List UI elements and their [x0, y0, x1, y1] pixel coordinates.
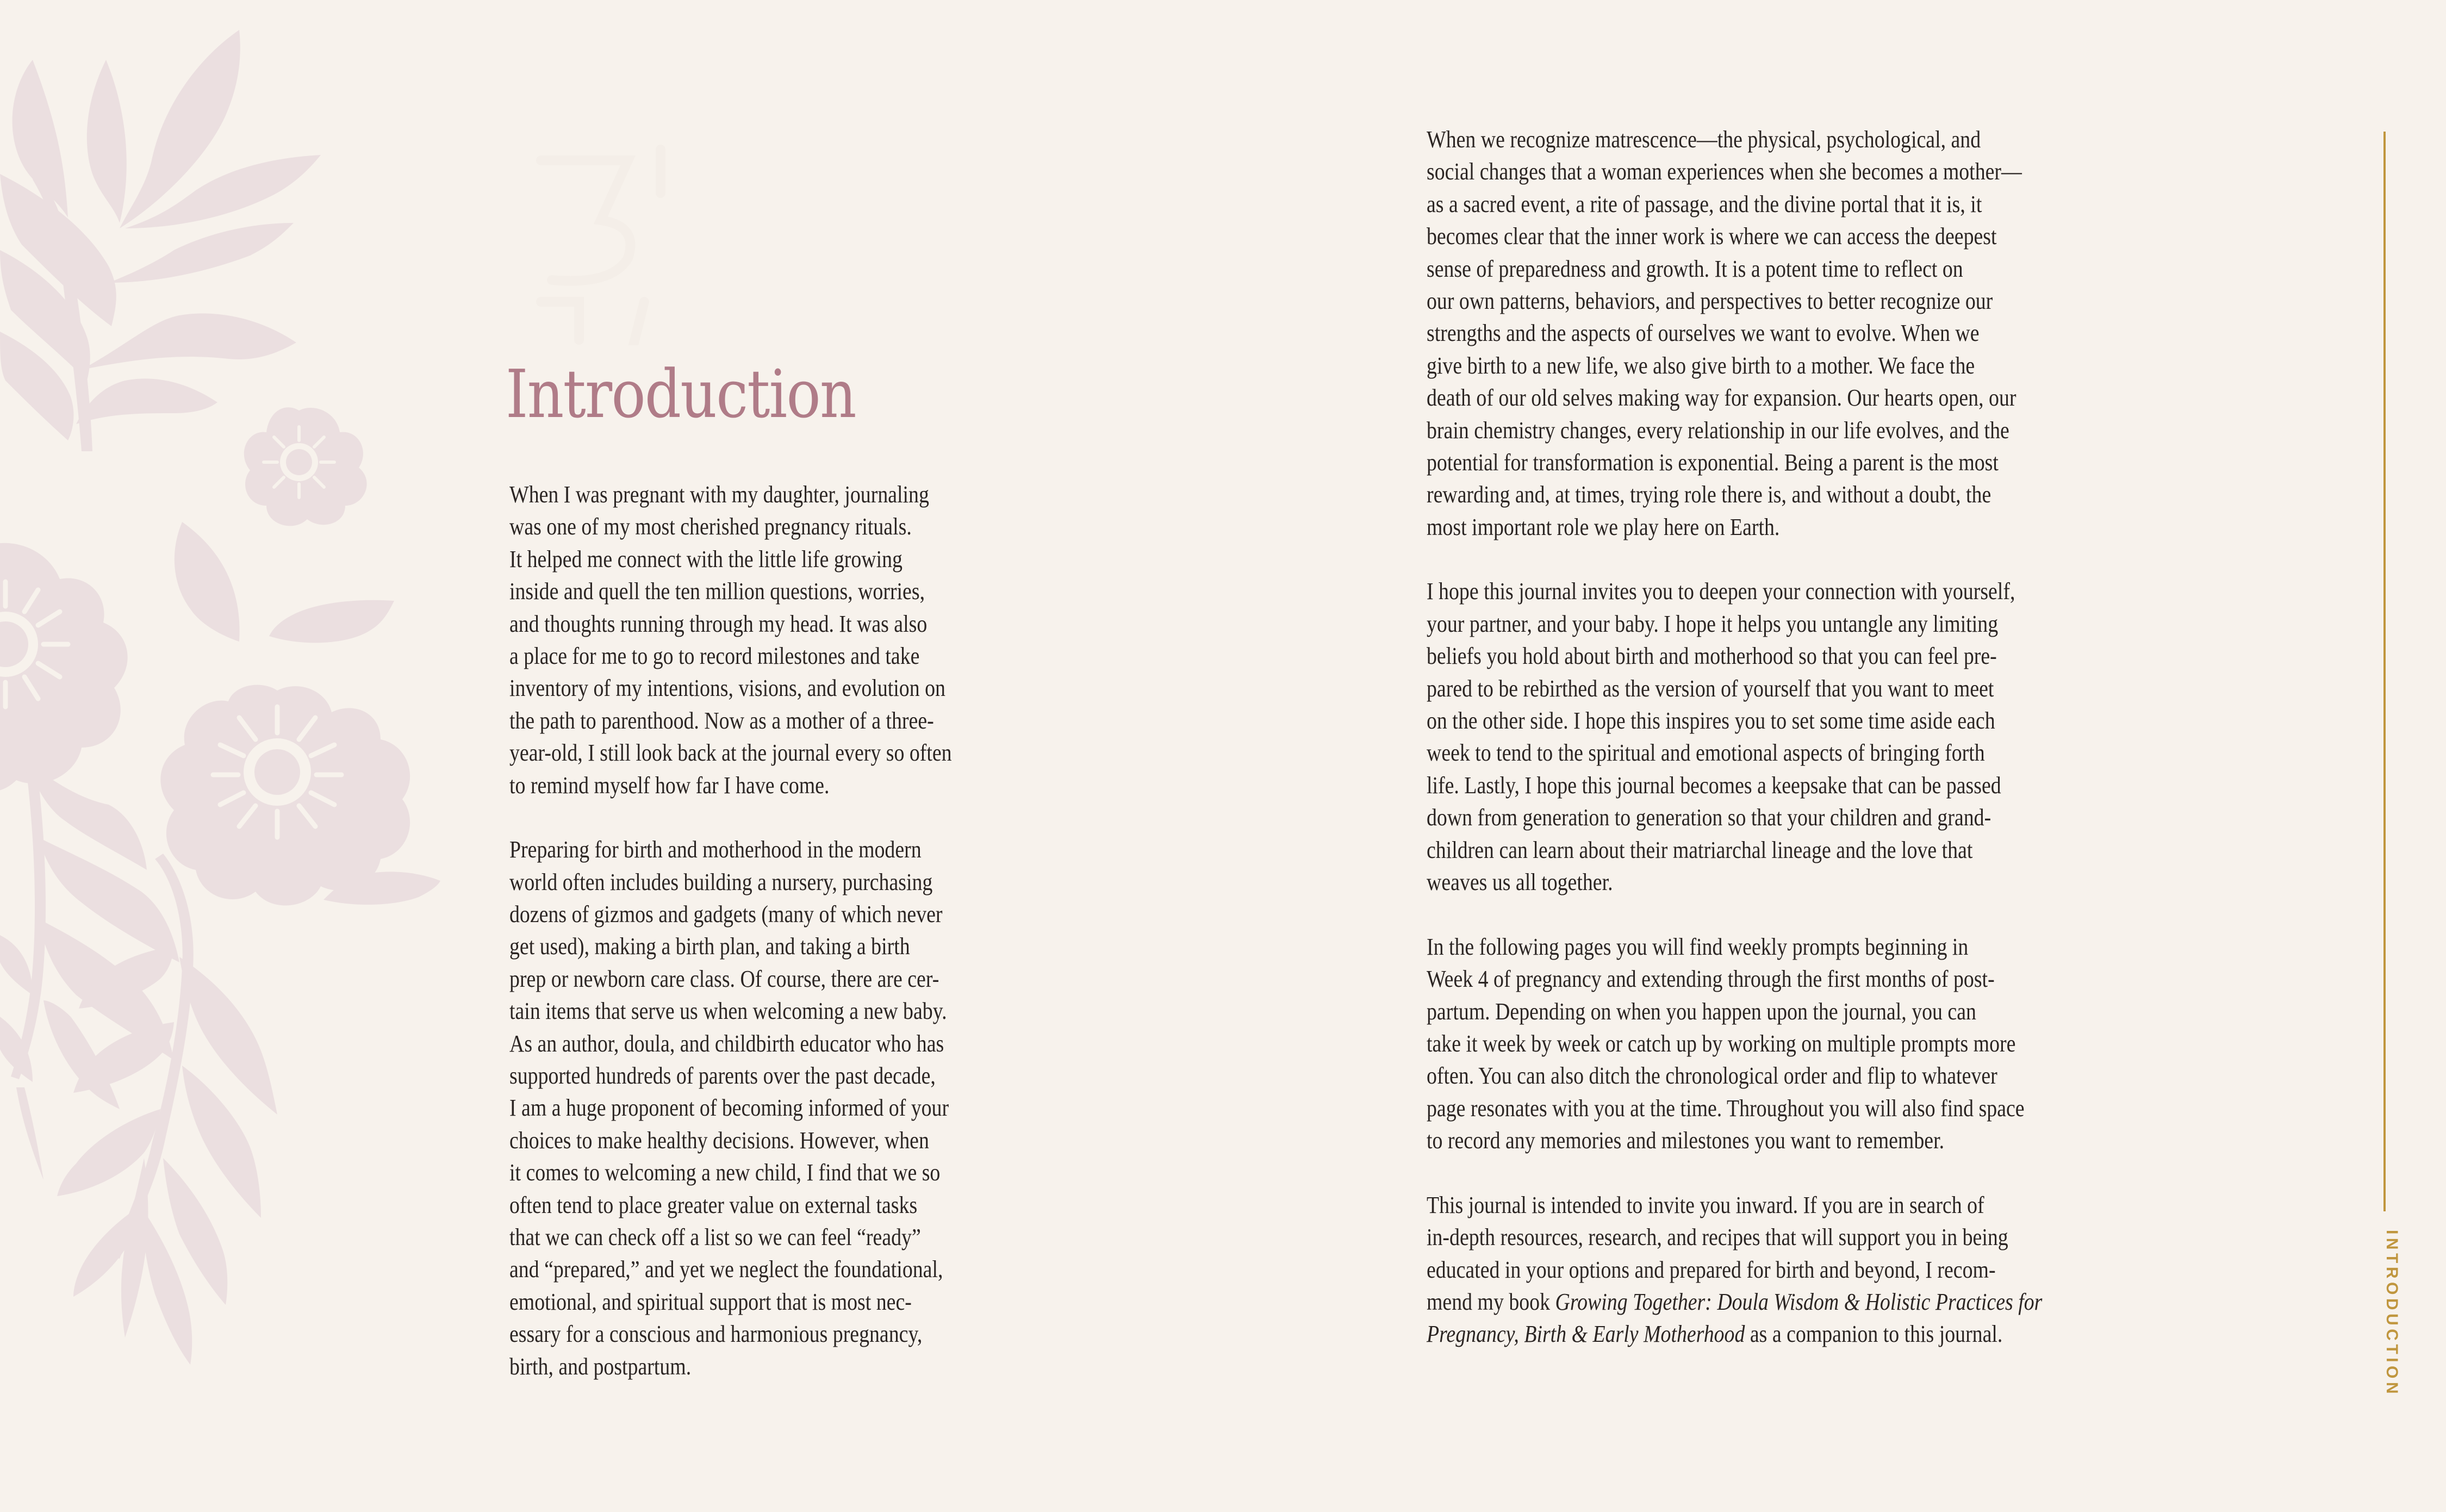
- left-page-body: [509, 478, 1031, 1415]
- running-head-label: INTRODUCTION: [2383, 1230, 2401, 1397]
- text-line: week to tend to the spiritual and emotional aspects of bringing forth: [1427, 739, 1985, 767]
- ornament-icon: [519, 139, 682, 345]
- text-line: When we recognize matrescence—the physical, psychological, and: [1427, 126, 1981, 153]
- text-line: down from generation to generation so that your children and grand-: [1427, 804, 1991, 831]
- book-title: Pregnancy, Birth & Early Motherhood: [1427, 1321, 1745, 1348]
- text-line: year-old, I still look back at the journal every so often: [509, 739, 952, 767]
- floral-art-icon: [0, 0, 446, 1512]
- text-run: as a companion to this journal.: [1745, 1321, 2003, 1348]
- text-line: as a sacred event, a rite of passage, and the divine portal that it is, it: [1427, 190, 1982, 217]
- text-line: In the following pages you will find weekly prompts beginning in: [1427, 933, 1969, 960]
- text-line: essary for a conscious and harmonious pregnancy,: [509, 1321, 923, 1348]
- text-line-with-book-title: [1427, 1286, 2043, 1318]
- text-line: it comes to welcoming a new child, I find that we so: [509, 1159, 941, 1186]
- text-line: and thoughts running through my head. It was also: [509, 610, 928, 637]
- text-line: was one of my most cherished pregnancy rituals.: [509, 513, 912, 540]
- text-line: to remind myself how far I have come.: [509, 771, 830, 799]
- text-line: often. You can also ditch the chronological order and flip to whatever: [1427, 1062, 1997, 1090]
- text-line: choices to make healthy decisions. However, when: [509, 1127, 929, 1154]
- text-line: our own patterns, behaviors, and perspectives to better recognize our: [1427, 287, 1993, 314]
- text-line: the path to parenthood. Now as a mother of a three-: [509, 707, 934, 734]
- text-run: mend my book: [1427, 1289, 1555, 1316]
- text-line: get used), making a birth plan, and taking a birth: [509, 933, 910, 960]
- text-line: give birth to a new life, we also give birth to a mother. We face the: [1427, 352, 1975, 379]
- body-paragraph: [509, 478, 1031, 801]
- text-line: that we can check off a list so we can feel “ready”: [509, 1223, 921, 1250]
- text-line: inside and quell the ten million questions, worries,: [509, 578, 925, 605]
- text-line: Preparing for birth and motherhood in the modern: [509, 836, 922, 863]
- right-page-body: [1427, 123, 2133, 1383]
- text-line: This journal is intended to invite you inward. If you are in search of: [1427, 1191, 1984, 1218]
- text-line: educated in your options and prepared for birth and beyond, I recom-: [1427, 1256, 1996, 1283]
- text-line: page resonates with you at the time. Throughout you will also find space: [1427, 1094, 2025, 1122]
- text-line: sense of preparedness and growth. It is a potent time to reflect on: [1427, 255, 1963, 282]
- body-paragraph: [1427, 1189, 2133, 1351]
- text-line: rewarding and, at times, trying role there is, and without a doubt, the: [1427, 481, 1991, 508]
- text-line-with-book-title: [1427, 1318, 2034, 1350]
- text-line: social changes that a woman experiences when she becomes a mother—: [1427, 158, 2022, 185]
- text-line: to record any memories and milestones you want to remember.: [1427, 1127, 1945, 1154]
- text-line: pared to be rebirthed as the version of yourself that you want to meet: [1427, 675, 1994, 702]
- book-title: Growing Together: Doula Wisdom & Holistic Practices for: [1555, 1289, 2043, 1316]
- text-line: and “prepared,” and yet we neglect the foundational,: [509, 1256, 943, 1283]
- text-line: partum. Depending on when you happen upon the journal, you can: [1427, 998, 1976, 1025]
- text-line: world often includes building a nursery, purchasing: [509, 868, 933, 895]
- page-title: Introduction: [506, 356, 856, 433]
- text-line: a place for me to go to record milestones and take: [509, 642, 920, 669]
- text-line: dozens of gizmos and gadgets (many of which never: [509, 901, 943, 928]
- running-head-rule: [2383, 132, 2386, 1211]
- text-line: life. Lastly, I hope this journal becomes a keepsake that can be passed: [1427, 771, 2001, 799]
- text-line: on the other side. I hope this inspires you to set some time aside each: [1427, 707, 1995, 735]
- text-line: supported hundreds of parents over the past decade,: [509, 1062, 936, 1090]
- text-line: It helped me connect with the little life growing: [509, 545, 903, 573]
- text-line: inventory of my intentions, visions, and evolution on: [509, 675, 945, 702]
- text-line: your partner, and your baby. I hope it helps you untangle any limiting: [1427, 610, 1999, 637]
- text-line: take it week by week or catch up by working on multiple prompts more: [1427, 1030, 2016, 1057]
- text-line: When I was pregnant with my daughter, journaling: [509, 481, 929, 508]
- body-paragraph: [1427, 575, 2133, 898]
- body-paragraph: [1427, 123, 2133, 543]
- text-line: strengths and the aspects of ourselves we want to evolve. When we: [1427, 320, 1980, 347]
- running-head: [2338, 1230, 2436, 1397]
- text-line: emotional, and spiritual support that is most nec-: [509, 1288, 912, 1315]
- text-line: potential for transformation is exponential. Being a parent is the most: [1427, 449, 1999, 476]
- text-line: weaves us all together.: [1427, 868, 1613, 895]
- text-line: Week 4 of pregnancy and extending through the first months of post-: [1427, 966, 1995, 993]
- text-line: brain chemistry changes, every relationship in our life evolves, and the: [1427, 416, 2009, 444]
- body-paragraph: [1427, 931, 2133, 1157]
- text-line: tain items that serve us when welcoming a new baby.: [509, 998, 947, 1025]
- text-line: death of our old selves making way for expansion. Our hearts open, our: [1427, 384, 2016, 412]
- text-line: I am a huge proponent of becoming informed of your: [509, 1094, 949, 1122]
- text-line: in-depth resources, research, and recipes that will support you in being: [1427, 1224, 2008, 1251]
- text-line: often tend to place greater value on external tasks: [509, 1191, 918, 1218]
- text-line: most important role we play here on Earth.: [1427, 513, 1780, 540]
- text-line: prep or newborn care class. Of course, there are cer-: [509, 965, 939, 992]
- text-line: children can learn about their matriarchal lineage and the love that: [1427, 836, 1973, 863]
- text-line: As an author, doula, and childbirth educator who has: [509, 1030, 944, 1057]
- text-line: birth, and postpartum.: [509, 1353, 692, 1380]
- text-line: becomes clear that the inner work is where we can access the deepest: [1427, 223, 1997, 250]
- floral-illustration: [0, 0, 446, 1512]
- text-line: I hope this journal invites you to deepen your connection with yourself,: [1427, 578, 2015, 605]
- body-paragraph: [509, 833, 1031, 1383]
- text-line: beliefs you hold about birth and motherhood so that you can feel pre-: [1427, 643, 1997, 670]
